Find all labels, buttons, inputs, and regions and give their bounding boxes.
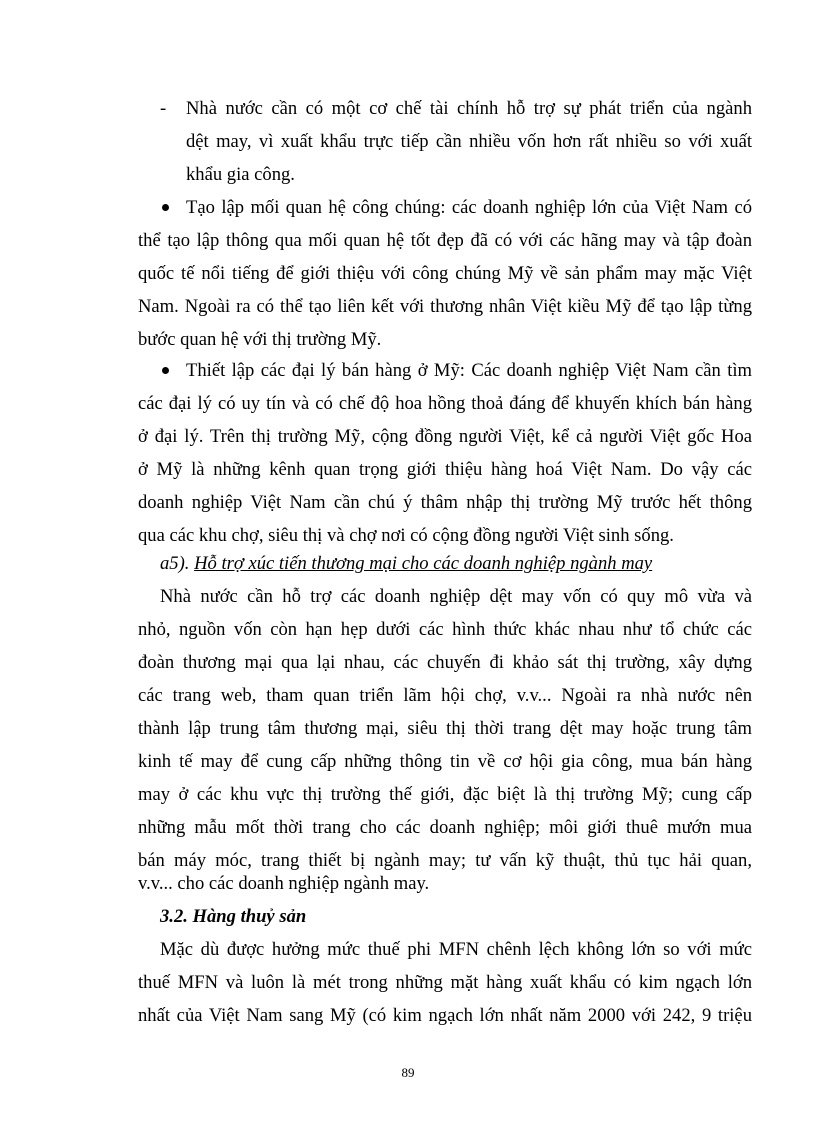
dash-marker: - xyxy=(160,98,167,119)
paragraph-line: Mặc dù được hưởng mức thuế phi MFN chênh lệch không lớn so với mức xyxy=(160,939,752,960)
paragraph-line: đoàn thương mại qua lại nhau, các chuyến đi khảo sát thị trường, xây dựng xyxy=(138,652,752,673)
paragraph-line: Nhà nước cần hỗ trợ các doanh nghiệp dệt may vốn có quy mô vừa và xyxy=(160,586,752,607)
section-heading-3-2: 3.2. Hàng thuỷ sản xyxy=(160,906,307,927)
bullet-item-line: quốc tế nổi tiếng để giới thiệu với công chúng Mỹ về sản phẩm may mặc Việt xyxy=(138,263,752,284)
section-heading-a5 xyxy=(160,547,652,580)
dash-item-line: Nhà nước cần có một cơ chế tài chính hỗ trợ sự phát triển của ngành xyxy=(186,98,752,119)
bullet-item-line: bước quan hệ với thị trường Mỹ. xyxy=(138,329,382,350)
paragraph-line: nhất của Việt Nam sang Mỹ (có kim ngạch lớn nhất năm 2000 với 242, 9 triệu xyxy=(138,1005,752,1026)
bullet-item-line: Nam. Ngoài ra có thể tạo liên kết với thương nhân Việt kiều Mỹ để tạo lập từng xyxy=(138,296,752,317)
bullet-dot-icon xyxy=(162,367,169,374)
bullet-item-line: Thiết lập các đại lý bán hàng ở Mỹ: Các doanh nghiệp Việt Nam cần tìm xyxy=(186,360,752,381)
paragraph-line: thành lập trung tâm thương mại, siêu thị thời trang dệt may hoặc trung tâm xyxy=(138,718,752,739)
paragraph-line: bán máy móc, trang thiết bị ngành may; tư vấn kỹ thuật, thủ tục hải quan, xyxy=(138,850,752,871)
bullet-item-line: ở đại lý. Trên thị trường Mỹ, cộng đồng người Việt, kể cả người Việt gốc Hoa xyxy=(138,426,752,447)
bullet-item-line: thể tạo lập thông qua mối quan hệ tốt đẹp đã có với các hãng may và tập đoàn xyxy=(138,230,752,251)
paragraph-line: các trang web, tham quan triển lãm hội chợ, v.v... Ngoài ra nhà nước nên xyxy=(138,685,752,706)
dash-item-line: dệt may, vì xuất khẩu trực tiếp cần nhiều vốn hơn rất nhiều so với xuất xyxy=(186,131,752,152)
bullet-item-line: Tạo lập mối quan hệ công chúng: các doanh nghiệp lớn của Việt Nam có xyxy=(186,197,752,218)
bullet-item-line: qua các khu chợ, siêu thị và chợ nơi có cộng đồng người Việt sinh sống. xyxy=(138,525,674,546)
bullet-item-line: ở Mỹ là những kênh quan trọng giới thiệu hàng hoá Việt Nam. Do vậy các xyxy=(138,459,752,480)
bullet-dot-icon xyxy=(162,204,169,211)
paragraph-line: kinh tế may để cung cấp những thông tin về cơ hội gia công, mua bán hàng xyxy=(138,751,752,772)
section-title: Hỗ trợ xúc tiến thương mại cho các doanh nghiệp ngành may xyxy=(194,553,653,574)
bullet-item-line: các đại lý có uy tín và có chế độ hoa hồng thoả đáng để khuyến khích bán hàng xyxy=(138,393,752,414)
section-number: a5). xyxy=(160,553,190,574)
paragraph-line: thuế MFN và luôn là mét trong những mặt hàng xuất khẩu có kim ngạch lớn xyxy=(138,972,752,993)
dash-item-line: khẩu gia công. xyxy=(186,164,295,185)
bullet-item-line: doanh nghiệp Việt Nam cần chú ý thâm nhập thị trường Mỹ trước hết thông xyxy=(138,492,752,513)
paragraph-line: may ở các khu vực thị trường thế giới, đặc biệt là thị trường Mỹ; cung cấp xyxy=(138,784,752,805)
paragraph-line: nhỏ, nguồn vốn còn hạn hẹp dưới các hình thức khác nhau như tổ chức các xyxy=(138,619,752,640)
paragraph-line: v.v... cho các doanh nghiệp ngành may. xyxy=(138,873,430,894)
paragraph-line: những mẫu mốt thời trang cho các doanh nghiệp; môi giới thuê mướn mua xyxy=(138,817,752,838)
page-number: 89 xyxy=(401,1065,415,1080)
